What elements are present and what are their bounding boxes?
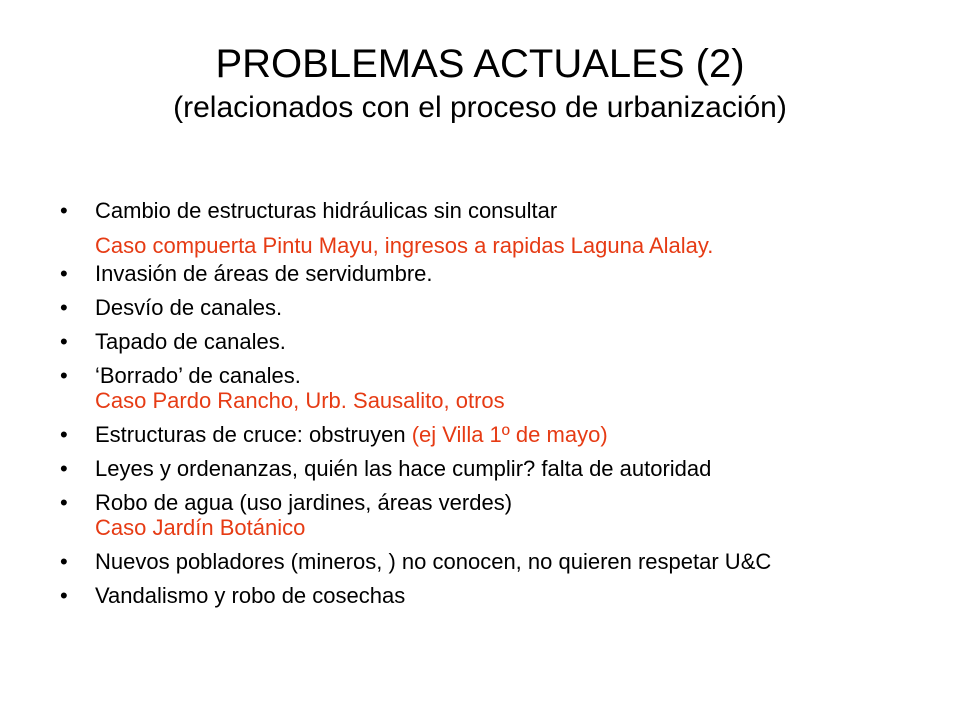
- list-item-text: Nuevos pobladores (mineros, ) no conocen, no quieren respetar U&C: [95, 549, 772, 574]
- list-item: [60, 261, 910, 286]
- bullet-icon: •: [60, 261, 68, 286]
- bullet-icon: •: [60, 456, 68, 481]
- title-block: [48, 40, 912, 126]
- list-item-example: Caso compuerta Pintu Mayu, ingresos a rapidas Laguna Alalay.: [95, 233, 714, 258]
- list-item: [60, 329, 910, 354]
- list-item-note: [60, 233, 910, 258]
- list-item-text: Robo de agua (uso jardines, áreas verdes): [95, 490, 513, 515]
- list-item-text: Vandalismo y robo de cosechas: [95, 583, 406, 608]
- list-item: [60, 490, 910, 540]
- list-item-text: Cambio de estructuras hidráulicas sin consultar: [95, 198, 558, 223]
- bullet-icon: •: [60, 295, 68, 320]
- bullet-icon: •: [60, 422, 68, 447]
- bullet-list: [60, 198, 910, 617]
- bullet-icon: •: [60, 329, 68, 354]
- list-item: [60, 295, 910, 320]
- list-item-text: Leyes y ordenanzas, quién las hace cumplir? falta de autoridad: [95, 456, 712, 481]
- list-item-text: Estructuras de cruce: obstruyen: [95, 422, 412, 447]
- bullet-icon: •: [60, 549, 68, 574]
- list-item-example: Caso Jardín Botánico: [95, 515, 306, 540]
- bullet-icon: •: [60, 490, 68, 515]
- list-item: [60, 363, 910, 413]
- bullet-icon: •: [60, 583, 68, 608]
- bullet-icon: •: [60, 363, 68, 388]
- list-item: [60, 456, 910, 481]
- slide-title: PROBLEMAS ACTUALES (2): [215, 42, 745, 86]
- list-item-text: Tapado de canales.: [95, 329, 286, 354]
- bullet-icon: •: [60, 198, 68, 223]
- list-item-example: (ej Villa 1º de mayo): [411, 422, 608, 447]
- list-item-text: Invasión de áreas de servidumbre.: [95, 261, 433, 286]
- list-item-example: Caso Pardo Rancho, Urb. Sausalito, otros: [95, 388, 505, 413]
- list-item-text: Desvío de canales.: [95, 295, 283, 320]
- list-item: [60, 422, 910, 447]
- list-item: [60, 198, 910, 223]
- list-item: [60, 549, 910, 574]
- slide-subtitle: (relacionados con el proceso de urbanización): [173, 91, 787, 124]
- list-item-text: ‘Borrado’ de canales.: [95, 363, 301, 388]
- list-item: [60, 583, 910, 608]
